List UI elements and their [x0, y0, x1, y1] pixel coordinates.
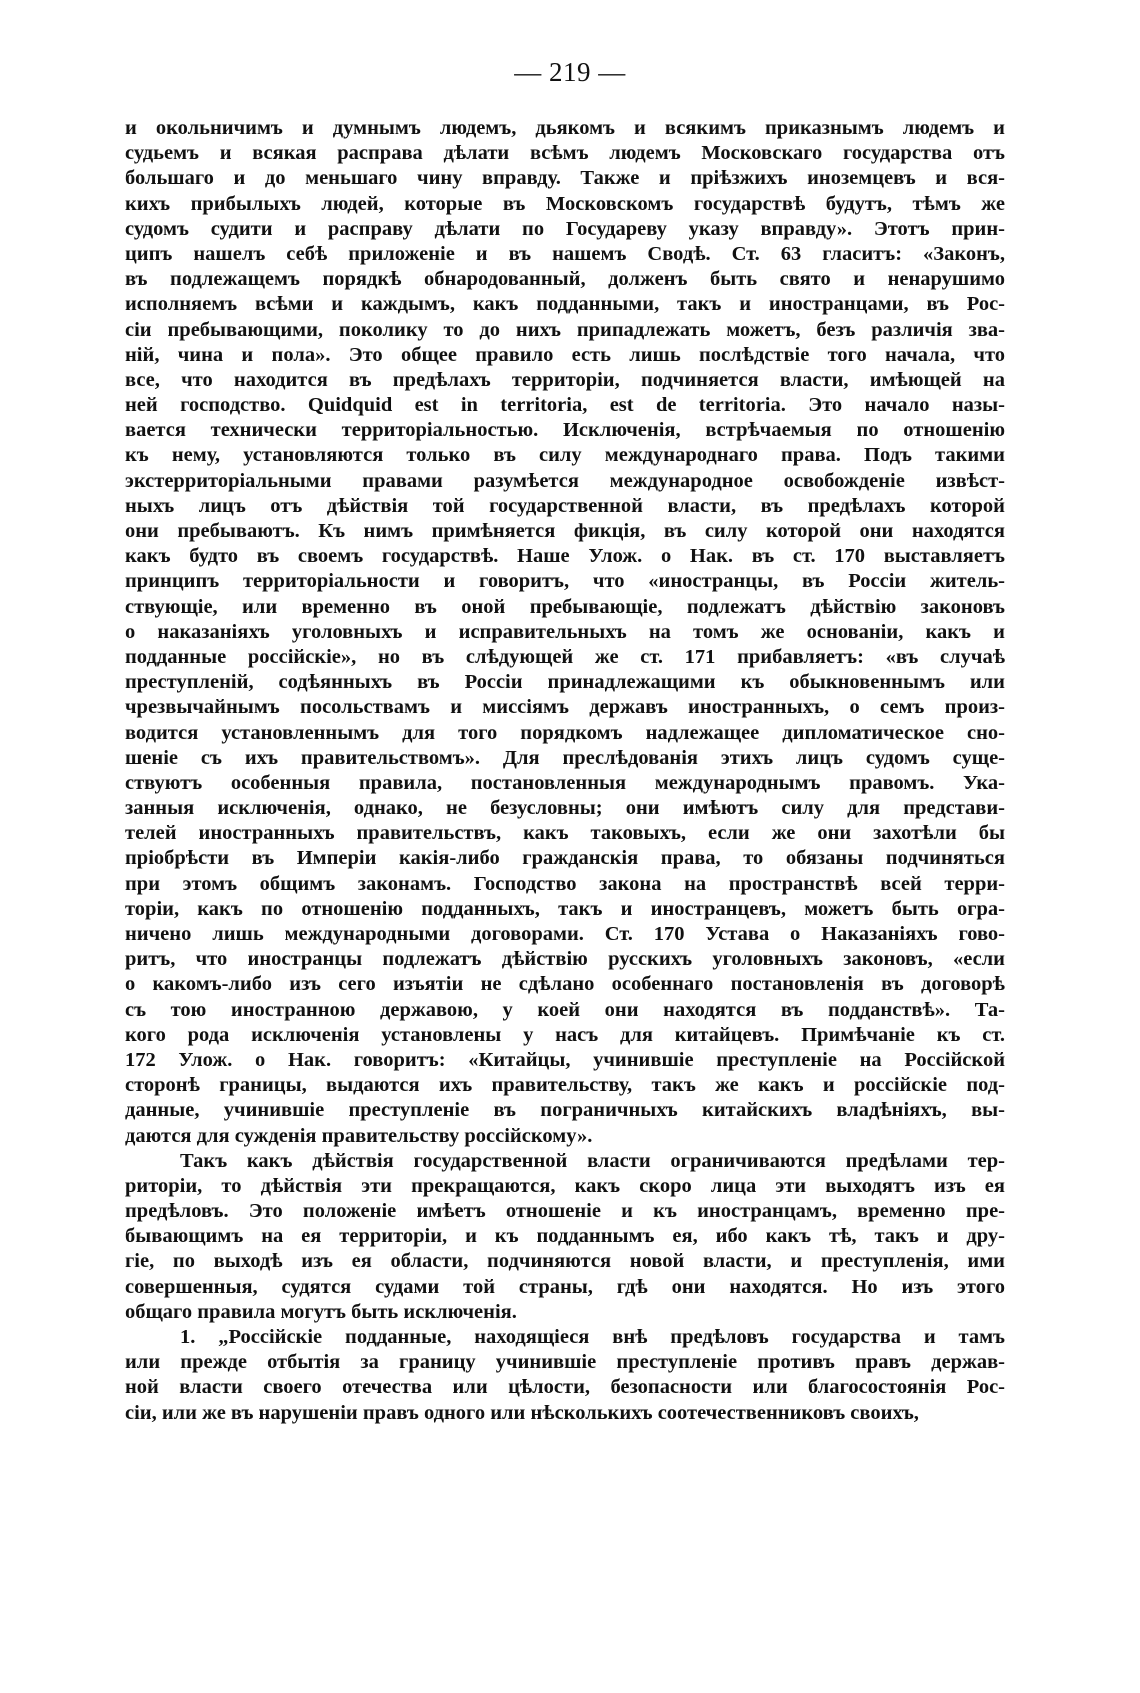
text-line: водится установленнымъ для того порядкомъ надлежащее дипломатическое сно- [125, 721, 1005, 744]
text-line: бывающимъ на ея территоріи, и къ подданнымъ ея, ибо какъ тѣ, такъ и дру- [125, 1225, 1005, 1248]
text-line: занныя исключенія, однако, не безусловны; они имѣютъ силу для представи- [125, 797, 1005, 820]
text-line: ній, чина и пола». Это общее правило есть лишь послѣдствіе того начала, что [125, 343, 1005, 366]
text-line: ной власти своего отечества или цѣлости, безопасности или благосостоянія Рос- [125, 1376, 1005, 1399]
text-line: 1. „Россійскіе подданные, находящіеся внѣ предѣловъ государства и тамъ [180, 1326, 1005, 1348]
text-line: большаго и до меньшаго чину вправду. Также и пріѣзжихъ иноземцевъ и вся- [125, 167, 1005, 190]
paragraph [125, 1325, 1005, 1426]
text-line: и окольничимъ и думнымъ людемъ, дьякомъ и всякимъ приказнымъ людемъ и [125, 117, 1005, 139]
body-text [125, 116, 1005, 1426]
page-number: — 219 — [514, 57, 626, 87]
text-line: предѣловъ. Это положеніе имѣетъ отношеніе и къ иностранцамъ, временно пре- [125, 1200, 1005, 1223]
text-line: риторіи, то дѣйствія эти прекращаются, какъ скоро лица эти выходятъ изъ ея [125, 1174, 1005, 1197]
text-line: экстерриторіальными правами разумѣется международное освобожденіе извѣст- [125, 469, 1005, 492]
text-line: чрезвычайнымъ посольствамъ и миссіямъ державъ иностранныхъ, о семъ произ- [125, 696, 1005, 719]
text-line: данные, учинившіе преступленіе въ пограничныхъ китайскихъ владѣніяхъ, вы- [125, 1099, 1005, 1122]
text-line: о какомъ-либо изъ сего изъятіи не сдѣлано особеннаго постановленія въ договорѣ [125, 973, 1005, 996]
text-line: шеніе съ ихъ правительствомъ». Для преслѣдованія этихъ лицъ судомъ суще- [125, 746, 1005, 769]
text-line: кого рода исключенія установлены у насъ для китайцевъ. Примѣчаніе къ ст. [125, 1023, 1005, 1046]
text-line: подданные россійскіе», но въ слѣдующей же ст. 171 прибавляетъ: «въ случаѣ [125, 645, 1005, 668]
text-line: совершенныя, судятся судами той страны, гдѣ они находятся. Но изъ этого [125, 1275, 1005, 1298]
text-line: исполняемъ всѣми и каждымъ, какъ подданными, такъ и иностранцами, въ Рос- [125, 293, 1005, 316]
text-line: сіи, или же въ нарушеніи правъ одного или нѣсколькихъ соотечественниковъ своихъ, [125, 1401, 919, 1424]
text-line: при этомъ общимъ законамъ. Господство закона на пространствѣ всей терри- [125, 872, 1005, 895]
text-line: все, что находится въ предѣлахъ территоріи, подчиняется власти, имѣющей на [125, 368, 1005, 391]
text-line: ныхъ лицъ отъ дѣйствія той государственной власти, въ предѣлахъ которой [125, 494, 1005, 517]
text-line: или прежде отбытія за границу учинившіе преступленіе противъ правъ держав- [125, 1351, 1005, 1374]
text-line: общаго правила могутъ быть исключенія. [125, 1300, 517, 1323]
text-line: какъ будто въ своемъ государствѣ. Наше Улож. о Нак. въ ст. 170 выставляетъ [125, 545, 1005, 568]
paragraph [125, 1149, 1005, 1325]
text-line: ритъ, что иностранцы подлежатъ дѣйствію русскихъ уголовныхъ законовъ, «если [125, 948, 1005, 971]
text-line: сіи пребывающими, поколику то до нихъ припадлежать можетъ, безъ различія зва- [125, 318, 1005, 341]
text-line: въ подлежащемъ порядкѣ обнародованный, долженъ быть свято и ненарушимо [125, 268, 1005, 291]
text-line: гіе, по выходѣ изъ ея области, подчиняются новой власти, и преступленія, ими [125, 1250, 1005, 1273]
text-line: даются для сужденія правительству россійскому». [125, 1124, 593, 1147]
text-line: преступленій, содѣянныхъ въ Россіи принадлежащими къ обыкновеннымъ или [125, 671, 1005, 694]
text-line: къ нему, установляются только въ силу международнаго права. Подъ такими [125, 444, 1005, 467]
text-line: торіи, какъ по отношенію подданныхъ, такъ и иностранцевъ, можетъ быть огра- [125, 897, 1005, 920]
text-line: ничено лишь международными договорами. Ст. 170 Устава о Наказаніяхъ гово- [125, 923, 1005, 945]
text-line: 172 Улож. о Нак. говоритъ: «Китайцы, учинившіе преступленіе на Россійской [125, 1048, 1005, 1071]
text-line: кихъ прибылыхъ людей, которые въ Московскомъ государствѣ будутъ, тѣмъ же [125, 192, 1005, 215]
text-line: Такъ какъ дѣйствія государственной власти ограничиваются предѣлами тер- [180, 1149, 1005, 1172]
text-line: пріобрѣсти въ Имперіи какія-либо гражданскія права, то обязаны подчиняться [125, 847, 1005, 870]
text-line: ципъ нашелъ себѣ приложеніе и въ нашемъ Сводѣ. Ст. 63 гласитъ: «Законъ, [125, 242, 1005, 265]
text-line: судьемъ и всякая расправа дѣлати всѣмъ людемъ Московскаго государства отъ [125, 142, 1005, 165]
text-line: телей иностранныхъ правительствъ, какъ таковыхъ, если же они захотѣли бы [125, 822, 1005, 845]
text-line: они пребываютъ. Къ нимъ примѣняется фикція, въ силу которой они находятся [125, 520, 1005, 542]
paragraph [125, 116, 1005, 1149]
text-line: ствуютъ особенныя правила, постановленныя международнымъ правомъ. Ука- [125, 771, 1005, 794]
text-line: судомъ судити и расправу дѣлати по Государеву указу вправду». Этотъ прин- [125, 217, 1005, 240]
text-line: вается технически территоріальностью. Исключенія, встрѣчаемыя по отношенію [125, 419, 1005, 442]
text-line: съ тою иностранною державою, у коей они находятся въ подданствѣ». Та- [125, 998, 1005, 1021]
text-line: принципъ территоріальности и говоритъ, что «иностранцы, въ Россіи житель- [125, 570, 1005, 593]
text-line: о наказаніяхъ уголовныхъ и исправительныхъ на томъ же основаніи, какъ и [125, 620, 1005, 643]
text-line: сторонѣ границы, выдаются ихъ правительству, такъ же какъ и россійскіе под- [125, 1074, 1005, 1097]
text-line: ней господство. Quidquid est in territoria, est de territoria. Это начало назы- [125, 394, 1005, 417]
text-line: ствующіе, или временно въ оной пребывающіе, подлежатъ дѣйствію законовъ [125, 595, 1005, 618]
